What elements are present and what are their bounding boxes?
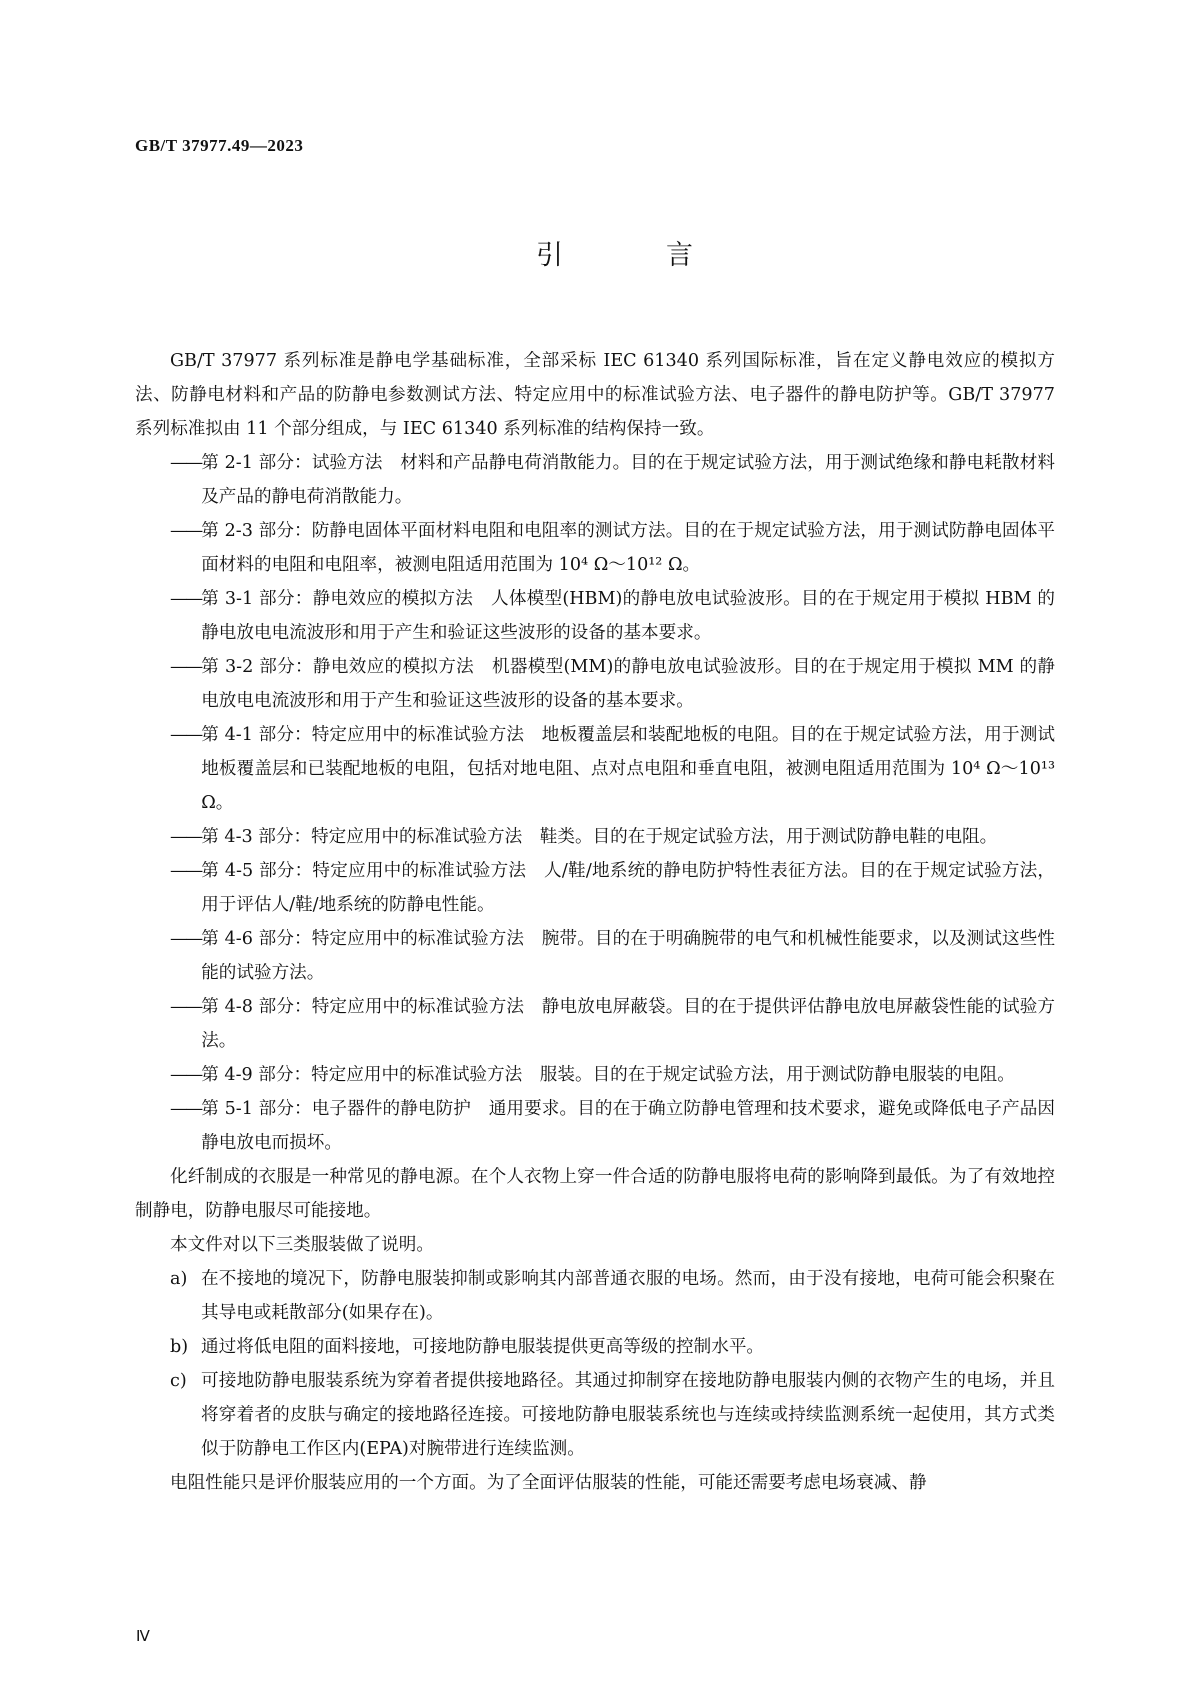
list-item-text: 在不接地的境况下，防静电服装抑制或影响其内部普通衣服的电场。然而，由于没有接地，电荷可能会积聚在其导电或耗散部分(如果存在)。 bbox=[201, 1269, 1055, 1323]
dash-marker: —— bbox=[170, 997, 202, 1017]
document-body bbox=[135, 344, 1055, 1500]
section-title: 引 言 bbox=[536, 240, 731, 271]
list-item-text: 第 4-3 部分：特定应用中的标准试验方法 鞋类。目的在于规定试验方法，用于测试防静电鞋的电阻。 bbox=[201, 827, 998, 847]
clothing-paragraph: 化纤制成的衣服是一种常见的静电源。在个人衣物上穿一件合适的防静电服将电荷的影响降到最低。为了有效地控制静电，防静电服尽可能接地。 bbox=[135, 1167, 1055, 1221]
list-item bbox=[135, 650, 1055, 718]
list-item bbox=[135, 922, 1055, 990]
list-item bbox=[135, 1364, 1055, 1466]
list-item-text: 第 4-6 部分：特定应用中的标准试验方法 腕带。目的在于明确腕带的电气和机械性能要求，以及测试这些性能的试验方法。 bbox=[201, 929, 1055, 983]
dash-marker: —— bbox=[170, 861, 202, 881]
list-item-text: 第 5-1 部分：电子器件的静电防护 通用要求。目的在于确立防静电管理和技术要求，避免或降低电子产品因静电放电而损坏。 bbox=[201, 1099, 1055, 1153]
list-item-text: 第 2-1 部分：试验方法 材料和产品静电荷消散能力。目的在于规定试验方法，用于测试绝缘和静电耗散材料及产品的静电荷消散能力。 bbox=[201, 453, 1055, 507]
dash-marker: —— bbox=[170, 657, 202, 677]
document-code: GB/T 37977.49—2023 bbox=[135, 136, 304, 155]
page-number: Ⅳ bbox=[136, 1629, 150, 1645]
list-item bbox=[135, 514, 1055, 582]
list-item bbox=[135, 1092, 1055, 1160]
list-item-text: 第 4-5 部分：特定应用中的标准试验方法 人/鞋/地系统的静电防护特性表征方法。目的在于规定试验方法，用于评估人/鞋/地系统的防静电性能。 bbox=[201, 861, 1055, 915]
dash-marker: —— bbox=[170, 589, 202, 609]
resistance-paragraph: 电阻性能只是评价服装应用的一个方面。为了全面评估服装的性能，可能还需要考虑电场衰减、静 bbox=[170, 1473, 927, 1493]
list-item-text: 第 2-3 部分：防静电固体平面材料电阻和电阻率的测试方法。目的在于规定试验方法，用于测试防静电固体平面材料的电阻和电阻率，被测电阻适用范围为 10⁴ Ω～10¹² Ω。 bbox=[201, 521, 1055, 575]
list-item bbox=[135, 854, 1055, 922]
list-item-text: 第 3-1 部分：静电效应的模拟方法 人体模型(HBM)的静电放电试验波形。目的在于规定用于模拟 HBM 的静电放电电流波形和用于产生和验证这些波形的设备的基本要求。 bbox=[201, 589, 1055, 643]
list-item bbox=[135, 446, 1055, 514]
list-item bbox=[135, 820, 1055, 854]
list-item-text: 第 4-9 部分：特定应用中的标准试验方法 服装。目的在于规定试验方法，用于测试防静电服装的电阻。 bbox=[201, 1065, 1015, 1085]
dash-marker: —— bbox=[170, 521, 202, 541]
list-item bbox=[135, 1330, 1055, 1364]
dash-marker: —— bbox=[170, 827, 202, 847]
list-item bbox=[135, 718, 1055, 820]
dash-marker: —— bbox=[170, 453, 202, 473]
parts-list bbox=[135, 446, 1055, 1160]
list-item bbox=[135, 582, 1055, 650]
list-item-text: 第 4-8 部分：特定应用中的标准试验方法 静电放电屏蔽袋。目的在于提供评估静电放电屏蔽袋性能的试验方法。 bbox=[201, 997, 1055, 1051]
types-list bbox=[135, 1262, 1055, 1466]
list-item-text: 第 4-1 部分：特定应用中的标准试验方法 地板覆盖层和装配地板的电阻。目的在于规定试验方法，用于测试地板覆盖层和已装配地板的电阻，包括对地电阻、点对点电阻和垂直电阻，被测电阻适用范围为 10⁴ Ω～10¹³ Ω。 bbox=[201, 725, 1055, 813]
list-marker: b) bbox=[170, 1337, 189, 1357]
dash-marker: —— bbox=[170, 725, 202, 745]
dash-marker: —— bbox=[170, 1099, 202, 1119]
intro-paragraph: GB/T 37977 系列标准是静电学基础标准，全部采标 IEC 61340 系列国际标准，旨在定义静电效应的模拟方法、防静电材料和产品的防静电参数测试方法、特定应用中的标准试验方法、电子器件的静电防护等。GB/T 37977 系列标准拟由 11 个部分组成，与 IEC 61340 系列标准的结构保持一致。 bbox=[135, 351, 1055, 439]
three-types-paragraph: 本文件对以下三类服装做了说明。 bbox=[170, 1235, 434, 1255]
list-item bbox=[135, 1262, 1055, 1330]
list-marker: a) bbox=[170, 1269, 188, 1289]
list-item bbox=[135, 1058, 1055, 1092]
dash-marker: —— bbox=[170, 1065, 202, 1085]
list-item-text: 可接地防静电服装系统为穿着者提供接地路径。其通过抑制穿在接地防静电服装内侧的衣物产生的电场，并且将穿着者的皮肤与确定的接地路径连接。可接地防静电服装系统也与连续或持续监测系统一起使用，其方式类似于防静电工作区内(EPA)对腕带进行连续监测。 bbox=[201, 1371, 1055, 1459]
list-item-text: 第 3-2 部分：静电效应的模拟方法 机器模型(MM)的静电放电试验波形。目的在于规定用于模拟 MM 的静电放电电流波形和用于产生和验证这些波形的设备的基本要求。 bbox=[201, 657, 1055, 711]
list-marker: c) bbox=[170, 1371, 187, 1391]
dash-marker: —— bbox=[170, 929, 202, 949]
list-item-text: 通过将低电阻的面料接地，可接地防静电服装提供更高等级的控制水平。 bbox=[201, 1337, 765, 1357]
list-item bbox=[135, 990, 1055, 1058]
